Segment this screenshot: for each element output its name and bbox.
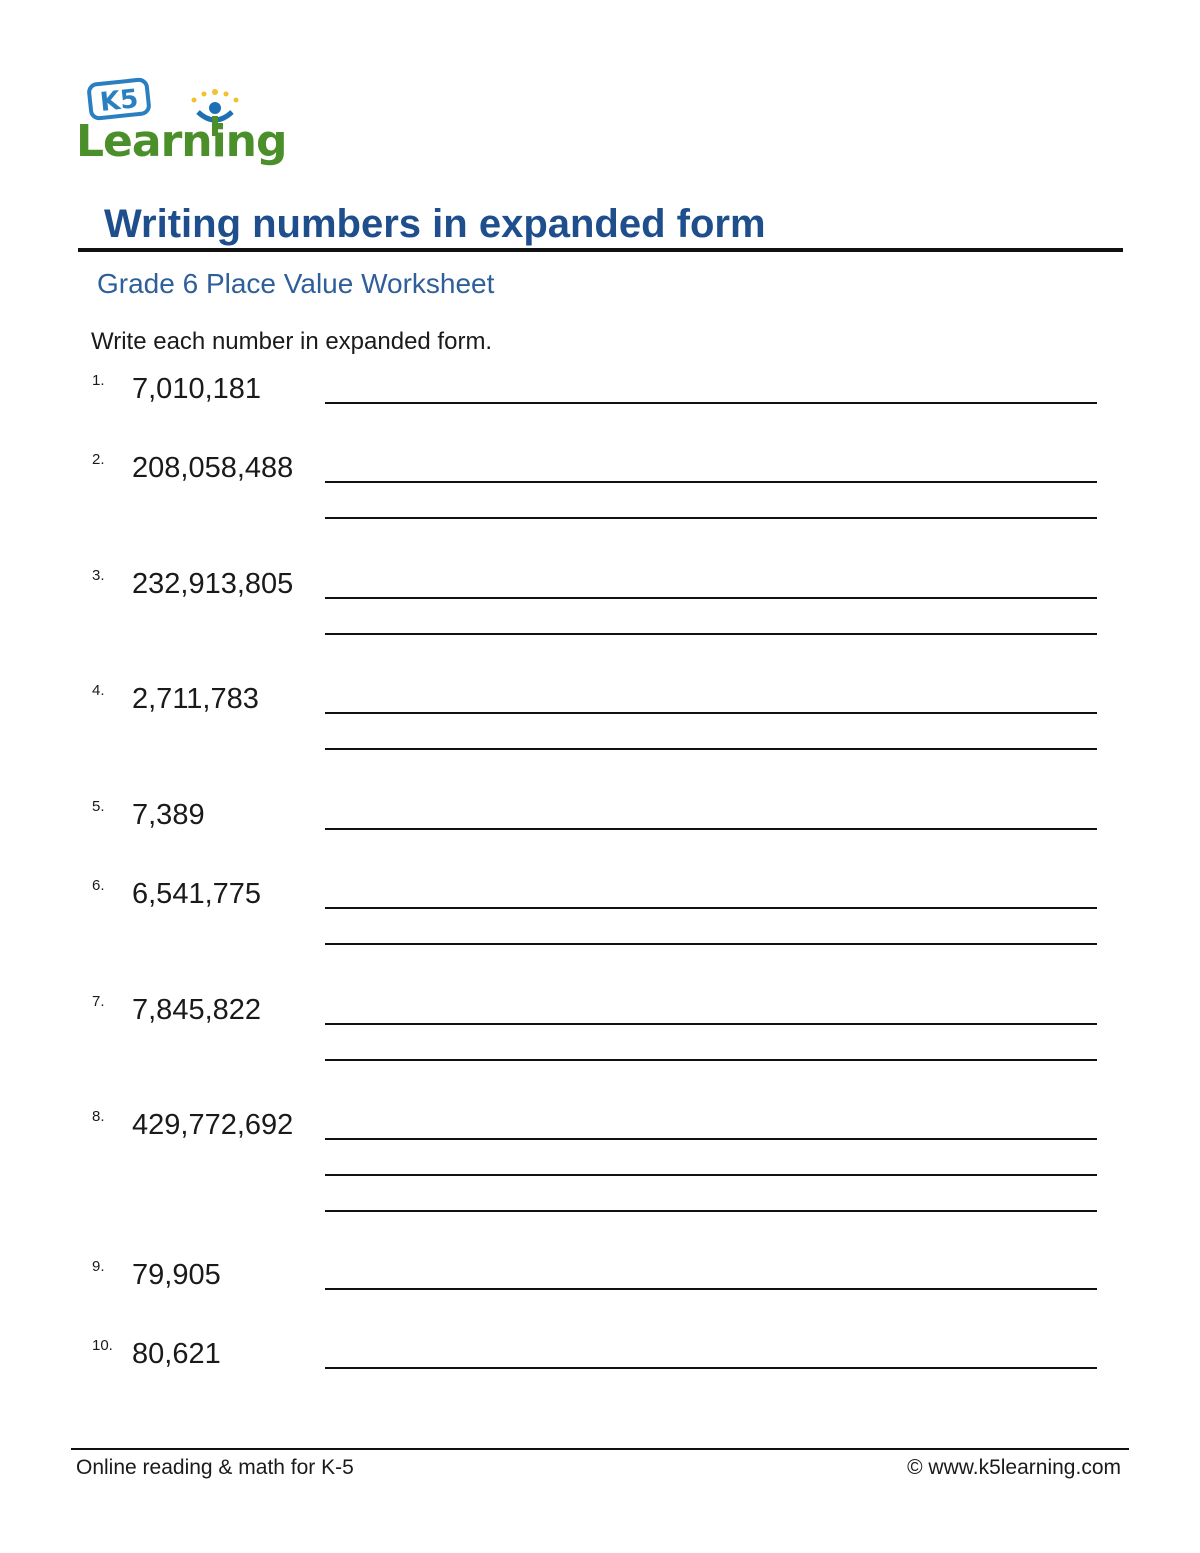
problem-item	[0, 1337, 1200, 1377]
problem-item	[0, 682, 1200, 722]
answer-line[interactable]	[325, 1138, 1097, 1140]
problem-item	[0, 372, 1200, 412]
problem-item	[0, 798, 1200, 838]
answer-line[interactable]	[325, 712, 1097, 714]
problem-value: 6,541,775	[132, 878, 262, 910]
answer-line[interactable]	[325, 597, 1097, 599]
problem-number: 10.	[92, 1337, 113, 1354]
problem-number: 2.	[92, 451, 105, 468]
answer-line[interactable]	[325, 481, 1097, 483]
footer-tagline: Online reading & math for K-5	[76, 1456, 354, 1479]
footer-divider	[71, 1448, 1129, 1450]
problem-value: 2,711,783	[132, 683, 259, 715]
answer-line[interactable]	[325, 907, 1097, 909]
answer-line[interactable]	[325, 1174, 1097, 1176]
k5-learning-logo	[74, 76, 294, 171]
problem-number: 1.	[92, 372, 105, 389]
problem-item	[0, 993, 1200, 1033]
problem-number: 4.	[92, 682, 105, 699]
answer-line[interactable]	[325, 748, 1097, 750]
problem-number: 5.	[92, 798, 105, 815]
answer-line[interactable]	[325, 1367, 1097, 1369]
problem-item	[0, 1108, 1200, 1148]
title-underline	[78, 248, 1123, 252]
problem-item	[0, 877, 1200, 917]
problem-item	[0, 451, 1200, 491]
footer-website: © www.k5learning.com	[907, 1456, 1121, 1479]
problem-value: 208,058,488	[132, 452, 294, 484]
answer-line[interactable]	[325, 1288, 1097, 1290]
star-arc-icon	[192, 89, 239, 103]
problem-item	[0, 567, 1200, 607]
problem-value: 232,913,805	[132, 568, 294, 600]
problem-value: 7,389	[132, 799, 205, 831]
answer-line[interactable]	[325, 517, 1097, 519]
logo-wordmark: Learning	[76, 116, 287, 167]
page-title: Writing numbers in expanded form	[104, 202, 766, 246]
answer-line[interactable]	[325, 633, 1097, 635]
k5-badge	[88, 79, 149, 119]
problem-value: 80,621	[132, 1338, 221, 1370]
answer-line[interactable]	[325, 943, 1097, 945]
answer-line[interactable]	[325, 1210, 1097, 1212]
problem-number: 8.	[92, 1108, 105, 1125]
svg-text:K5: K5	[98, 84, 140, 118]
problem-item	[0, 1258, 1200, 1298]
problem-value: 429,772,692	[132, 1109, 294, 1141]
answer-line[interactable]	[325, 828, 1097, 830]
answer-line[interactable]	[325, 402, 1097, 404]
problem-value: 7,010,181	[132, 373, 262, 405]
problem-number: 9.	[92, 1258, 105, 1275]
problem-value: 7,845,822	[132, 994, 262, 1026]
problem-number: 7.	[92, 993, 105, 1010]
instructions: Write each number in expanded form.	[91, 328, 493, 355]
problem-number: 6.	[92, 877, 105, 894]
problem-value: 79,905	[132, 1259, 221, 1291]
worksheet-subtitle: Grade 6 Place Value Worksheet	[97, 268, 495, 299]
answer-line[interactable]	[325, 1059, 1097, 1061]
answer-line[interactable]	[325, 1023, 1097, 1025]
problem-number: 3.	[92, 567, 105, 584]
